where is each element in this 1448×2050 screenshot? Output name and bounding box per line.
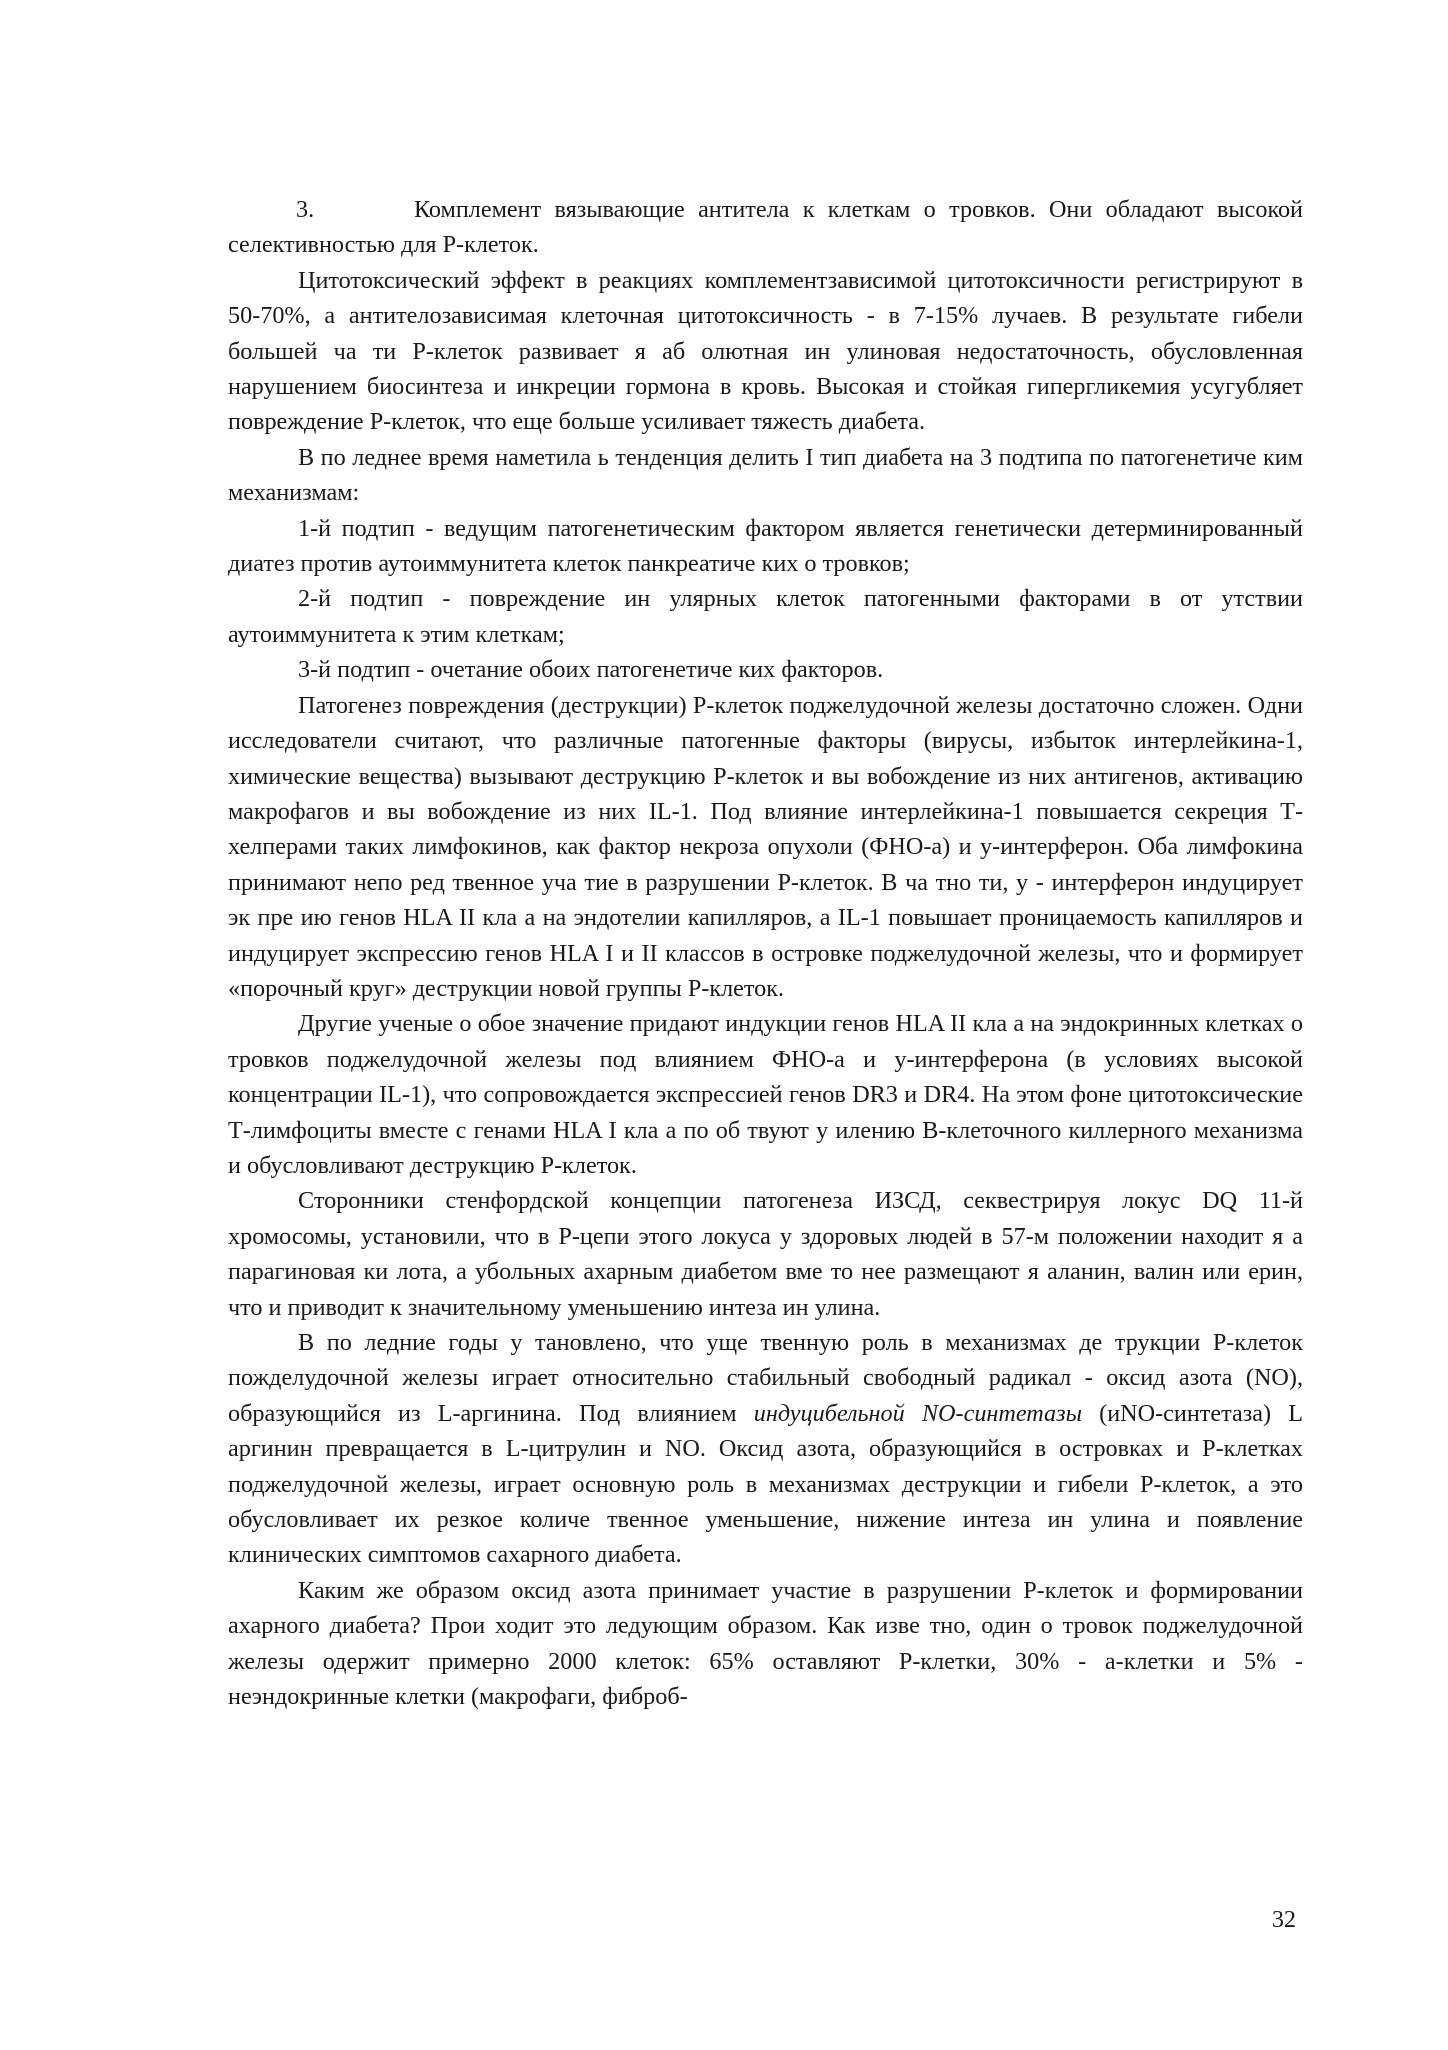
subtype-1: 1-й подтип - ведущим патогенетическим фактором является генетически детерминированный диатез против аутоиммунитета клеток панкреатиче ких о тровков; xyxy=(228,514,1303,578)
paragraph-1 xyxy=(228,192,1303,263)
paragraph-8: Другие ученые о обое значение придают индукции генов HLA II кла а на эндокринных клетках о тровков поджелудочной железы под влиянием ФНО-а и у-интерферона (в условиях высокой концентрации IL-1), что сопровождается экспрессией генов DR3 и DR4. На этом фоне цитотоксические Т-лимфоциты вместе с генами HLA I кла а по об твуют у илению В-клеточного киллерного механизма и обусловливают деструкцию Р-клеток. xyxy=(228,1010,1303,1179)
paragraph-text: (иNO-синтетаза) L аргинин превращается в L-цитрулин и NO. Оксид азота, образующийся в островках и Р-клетках поджелудочной железы, играет основную роль в механизмах деструкции и гибели Р-клеток, а это обусловливает их резкое количе твенное уменьшение, нижение интеза ин улина и появление клинических симптомов сахарного диабета. xyxy=(228,1399,1304,1569)
page-body xyxy=(228,192,1303,1714)
paragraph-9: Сторонники стенфордской концепции патогенеза ИЗСД, секвестрируя локус DQ 11-й хромосомы, установили, что в Р-цепи этого локуса у здоровых людей в 57-м положении находит я а парагиновая ки лота, а убольных ахарным диабетом вме то нее размещают я аланин, валин или ерин, что и приводит к значительному уменьшению интеза ин улина. xyxy=(228,1187,1303,1321)
paragraph-2: Цитотоксический эффект в реакциях комплементзависимой цитотоксичности регистрируют в 50-70%, а антителозависимая клеточная цитотоксичность - в 7-15% лучаев. В результате гибели большей ча ти Р-клеток развивает я аб олютная ин улиновая недостаточность, обусловленная нарушением биосинтеза и инкреции гормона в кровь. Высокая и стойкая гипергликемия усугубляет повреждение Р-клеток, что еще больше усиливает тяжесть диабета. xyxy=(228,266,1303,436)
paragraph-text: В по ледние годы у тановлено, что уще твенную роль в механизмах де трукции Р-клеток пожделудочной железы играет относительно стабильный свободный радикал - оксид азота (NO), образующийся из L-аргинина. Под влиянием xyxy=(228,1329,1303,1427)
paragraph-10 xyxy=(228,1325,1303,1573)
paragraph-7: Патогенез повреждения (деструкции) Р-клеток поджелудочной железы достаточно сложен. Одни исследователи считают, что различные патогенные факторы (вирусы, избыток интерлейкина-1, химические вещества) вызывают деструкцию Р-клеток и вы вобождение из них антигенов, активацию макрофагов и вы вобождение из них IL-1. Под влияние интерлейкина-1 повышается секреция Т-хелперами таких лимфокинов, как фактор некроза опухоли (ФНО-а) и у-интерферон. Оба лимфокина принимают непо ред твенное уча тие в разрушении Р-клеток. В ча тно ти, у - интерферон индуцирует эк пре ию генов HLA II кла а на эндотелии капилляров, а IL-1 повышает проницаемость капилляров и индуцирует экспрессию генов HLA I и II классов в островке поджелудочной железы, что и формирует «порочный круг» деструкции новой группы Р-клеток. xyxy=(228,691,1303,1002)
paragraph-text: Комплемент вязывающие антитела к клеткам о тровков. Они обладают высокой селективностью для Р-клеток. xyxy=(228,196,1303,259)
paragraph-3: В по леднее время наметила ь тенденция делить I тип диабета на 3 подтипа по патогенетиче ким механизмам: xyxy=(228,443,1303,507)
italic-term: индуцибельной NO-синтетазы xyxy=(753,1399,1082,1427)
subtype-2: 2-й подтип - повреждение ин улярных клеток патогенными факторами в от утствии аутоиммунитета к этим клеткам; xyxy=(228,585,1303,648)
paragraph-11: Каким же образом оксид азота принимает участие в разрушении Р-клеток и формировании ахарного диабета? Прои ходит это ледующим образом. Как изве тно, один о тровок поджелудочной железы одержит примерно 2000 клеток: 65% оставляют Р-клетки, 30% - а-клетки и 5% - неэндокринные клетки (макрофаги, фиброб- xyxy=(228,1576,1303,1711)
subtype-3: 3-й подтип - очетание обоих патогенетиче ких факторов. xyxy=(298,656,884,684)
page-number: 32 xyxy=(1271,1906,1296,1933)
list-number: 3. xyxy=(296,196,315,223)
